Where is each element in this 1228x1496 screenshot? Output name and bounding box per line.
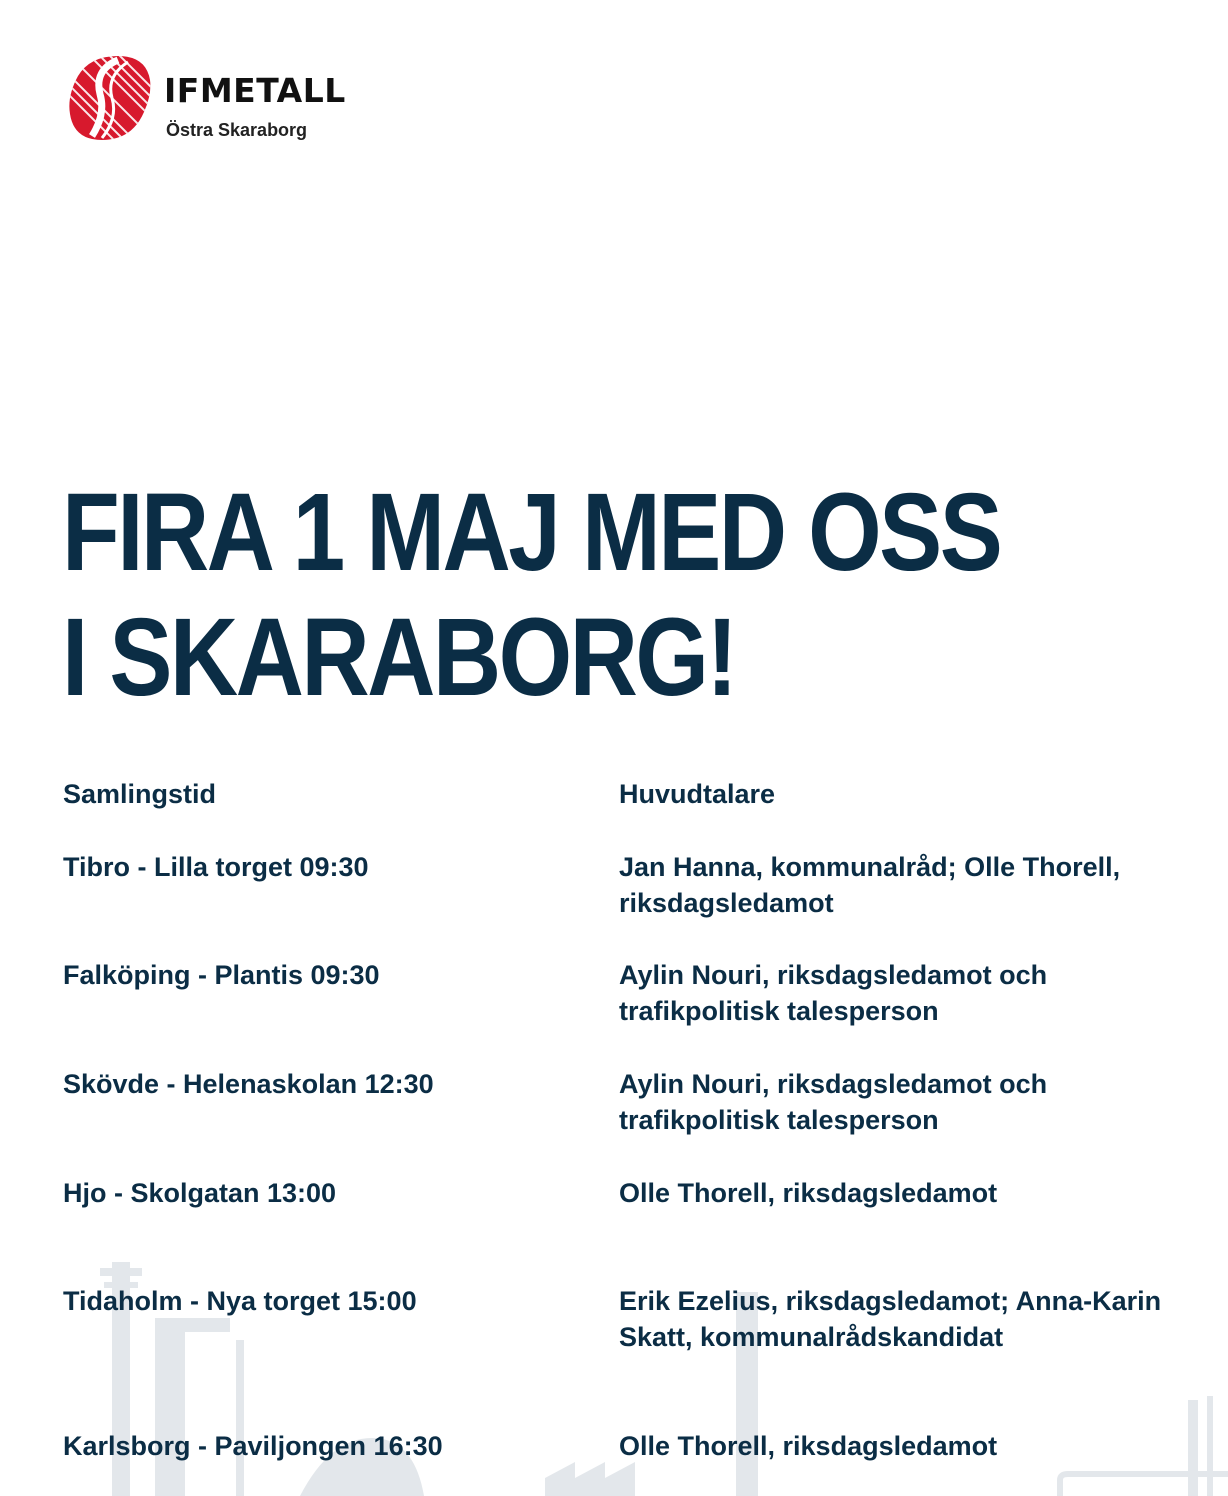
row-place-time: Tidaholm - Nya torget 15:00	[63, 1286, 417, 1316]
page-title: FIRA 1 MAJ MED OSS I SKARABORG!	[62, 471, 1001, 719]
row-speakers: Aylin Nouri, riksdagsledamot och trafikpolitisk talesperson	[619, 1069, 1048, 1135]
ifmetall-logo	[66, 52, 396, 147]
ifmetall-logo-mark-icon	[66, 52, 152, 144]
row-place-time: Skövde - Helenaskolan 12:30	[63, 1069, 434, 1099]
row-place-time: Karlsborg - Paviljongen 16:30	[63, 1431, 443, 1461]
row-place-time: Falköping - Plantis 09:30	[63, 960, 380, 990]
column-header-huvudtalare: Huvudtalare	[619, 779, 776, 809]
row-place-time: Hjo - Skolgatan 13:00	[63, 1178, 337, 1208]
logo-subtitle: Östra Skaraborg	[166, 120, 308, 140]
row-place-time: Tibro - Lilla torget 09:30	[63, 852, 369, 882]
logo-wordmark: IFMETALL	[164, 71, 346, 110]
row-speakers: Aylin Nouri, riksdagsledamot och trafikpolitisk talesperson	[619, 960, 1048, 1026]
row-speakers: Olle Thorell, riksdagsledamot	[619, 1178, 998, 1208]
row-speakers: Erik Ezelius, riksdagsledamot; Anna-Karin Skatt, kommunalrådskandidat	[619, 1286, 1162, 1352]
row-speakers: Olle Thorell, riksdagsledamot	[619, 1431, 998, 1461]
row-speakers: Jan Hanna, kommunalråd; Olle Thorell, riksdagsledamot	[619, 852, 1121, 918]
column-header-samlingstid: Samlingstid	[63, 779, 217, 809]
